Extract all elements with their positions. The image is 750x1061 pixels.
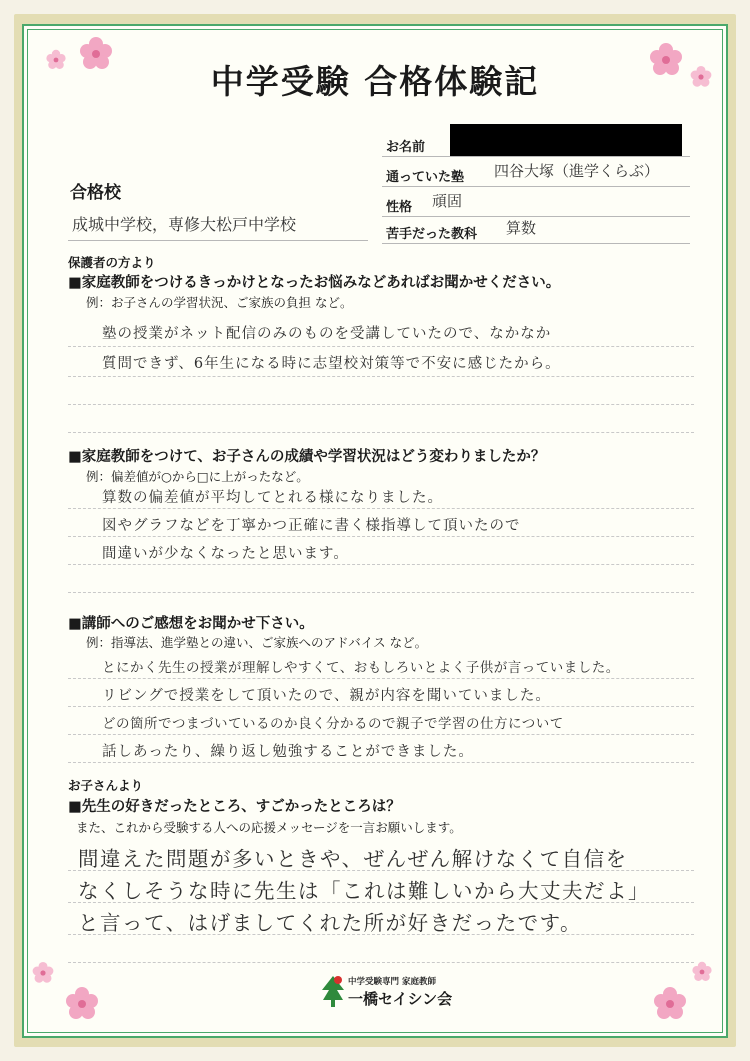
- company-logo: [318, 972, 453, 1012]
- rule-line: [68, 678, 694, 679]
- rule-line: [68, 592, 694, 593]
- answer-line: どの箇所でつまづいているのか良く分かるので親子で学習の仕方について: [102, 716, 564, 732]
- cherry-blossom-icon: [650, 984, 690, 1024]
- personality-label: 性格: [386, 200, 413, 215]
- question-2: ■家庭教師をつけて、お子さんの成績や学習状況はどう変わりましたか？: [68, 449, 546, 465]
- answer-line: 間違いが少なくなったと思います。: [102, 546, 349, 562]
- weak-subject-label: 苦手だった教科: [386, 227, 478, 242]
- logo-name: 一橋セイシン会: [348, 990, 453, 1008]
- page-title: 中学受験 合格体験記: [210, 62, 540, 101]
- answer-line: なくしそうな時に先生は「これは難しいから大丈夫だよ」: [78, 879, 650, 903]
- answer-line: 図やグラフなどを丁寧かつ正確に書く様指導して頂いたので: [102, 518, 521, 534]
- answer-line: 間違えた問題が多いときや、ぜんぜん解けなくて自信を: [78, 847, 628, 871]
- cherry-blossom-icon: [30, 960, 56, 986]
- example-1: 例：お子さんの学習状況、ご家族の負担 など。: [86, 295, 353, 310]
- child-question: ■先生の好きだったところ、すごかったところは？: [68, 799, 401, 815]
- name-label: お名前: [386, 140, 426, 155]
- answer-line: と言って、はげましてくれた所が好きだったです。: [78, 911, 582, 935]
- rule-line: [68, 404, 694, 405]
- answer-line: リビングで授業をして頂いたので、親が内容を聞いていました。: [102, 688, 551, 704]
- answer-line: とにかく先生の授業が理解しやすくて、おもしろいとよく子供が言っていました。: [102, 660, 620, 676]
- rule-line: [68, 762, 694, 763]
- rule-line: [68, 432, 694, 433]
- guardian-heading: 保護者の方より: [68, 255, 156, 270]
- question-1: ■家庭教師をつけるきっかけとなったお悩みなどあればお聞かせください。: [68, 275, 561, 291]
- juku-value: 四谷大塚（進学くらぶ）: [494, 162, 660, 180]
- rule-line: [68, 376, 694, 377]
- answer-line: 質問できず、6年生になる時に志望校対策等で不安に感じたから。: [102, 356, 561, 372]
- juku-label: 通っていた塾: [386, 170, 465, 185]
- personality-value: 頑固: [432, 192, 463, 210]
- rule-line: [68, 706, 694, 707]
- example-2: 例：偏差値が○から□に上がったなど。: [86, 469, 309, 484]
- example-3: 例：指導法、進学塾との違い、ご家族へのアドバイス など。: [86, 635, 428, 650]
- cherry-blossom-icon: [690, 960, 714, 984]
- rule-line: [68, 962, 694, 963]
- weak-subject-row: [382, 215, 690, 244]
- cherry-blossom-icon: [62, 984, 102, 1024]
- tree-logo-icon: [320, 974, 346, 1008]
- rule-line: [68, 508, 694, 509]
- personality-row: [382, 188, 690, 217]
- juku-row: [382, 158, 690, 187]
- rule-line: [68, 734, 694, 735]
- answer-line: 算数の偏差値が平均してとれる様になりました。: [102, 490, 443, 506]
- redacted-name: [450, 124, 682, 156]
- child-heading: お子さんより: [68, 778, 144, 793]
- weak-subject-value: 算数: [506, 219, 537, 237]
- child-subquestion: また、これから受験する人への応援メッセージを一言お願いします。: [76, 820, 462, 835]
- rule-line: [68, 536, 694, 537]
- question-3: ■講師へのご感想をお聞かせ下さい。: [68, 616, 314, 632]
- school-label: 合格校: [70, 183, 121, 203]
- answer-line: 話しあったり、繰り返し勉強することができました。: [102, 744, 474, 760]
- answer-line: 塾の授業がネット配信のみのものを受講していたので、なかなか: [102, 326, 552, 342]
- logo-tagline: 中学受験専門 家庭教師: [348, 977, 436, 987]
- rule-line: [68, 346, 694, 347]
- rule-line: [68, 564, 694, 565]
- school-value: 成城中学校，専修大松戸中学校: [68, 210, 368, 241]
